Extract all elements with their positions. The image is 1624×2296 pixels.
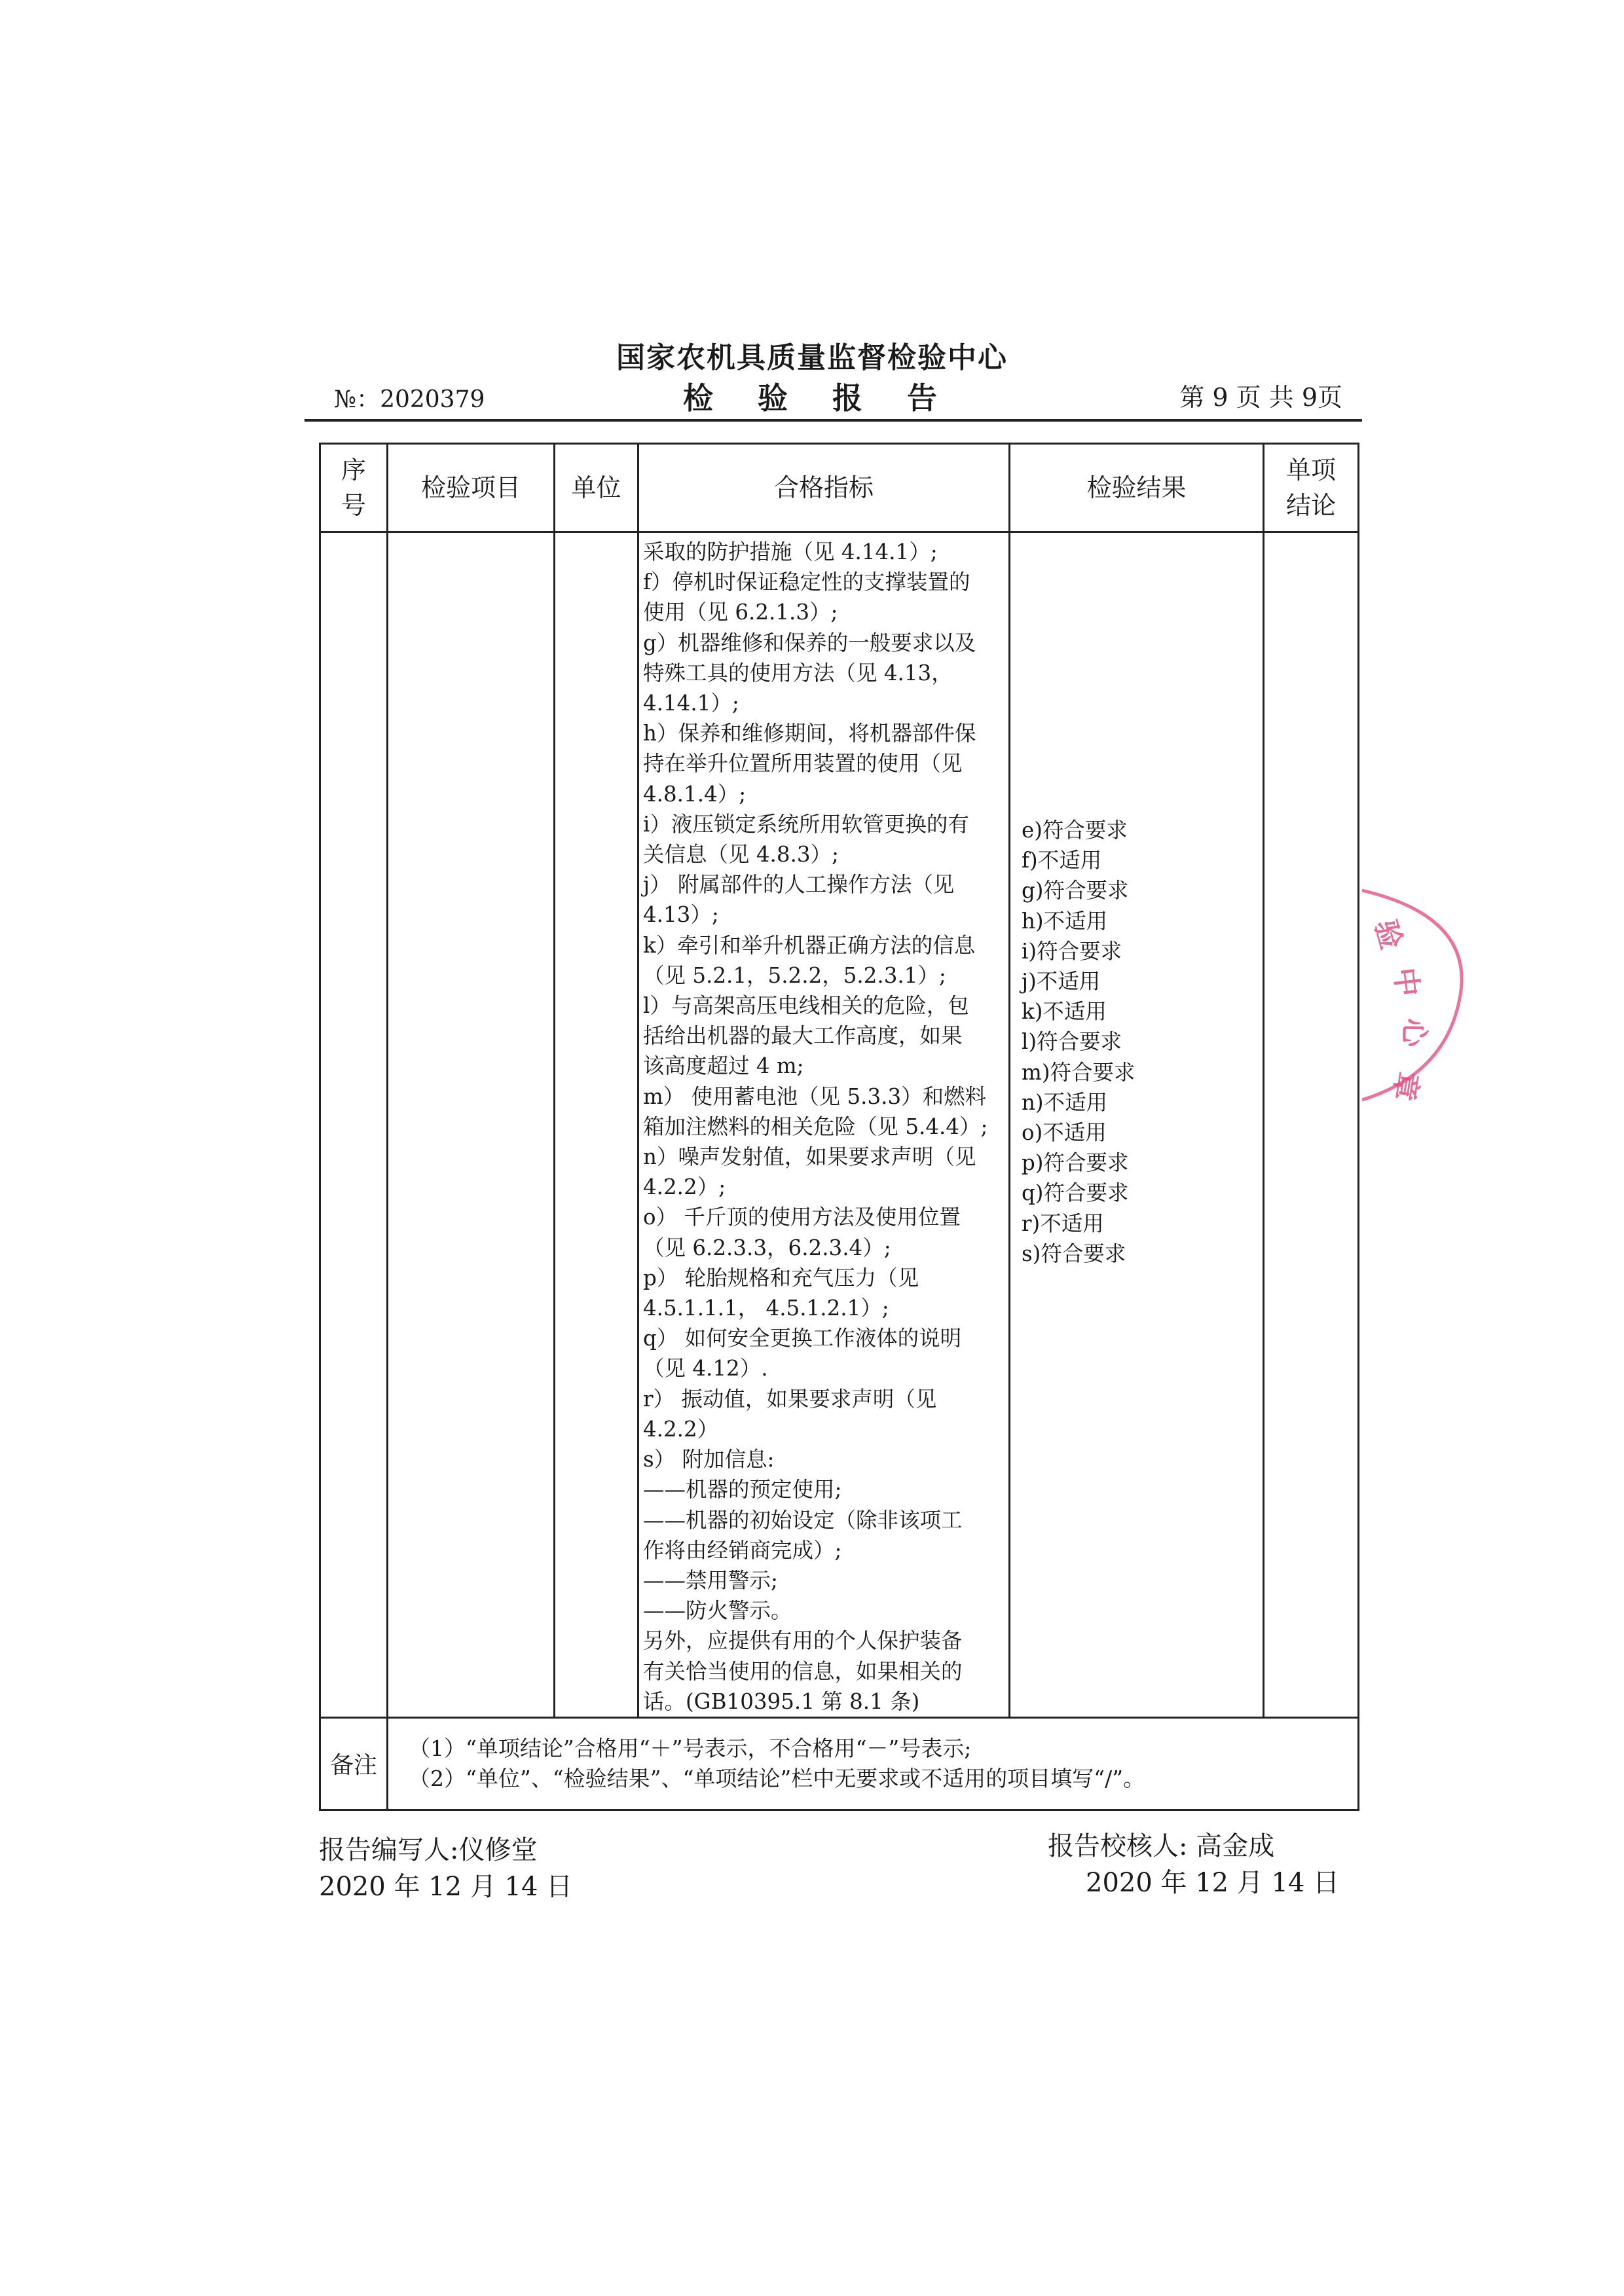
seal-glyph: 验	[1368, 916, 1409, 953]
header-rule	[304, 419, 1362, 422]
spec-line: 话。(GB10395.1 第 8.1 条)	[643, 1688, 920, 1714]
spec-line: ——机器的初始设定（除非该项工	[643, 1507, 963, 1533]
result-line: m)符合要求	[1022, 1059, 1135, 1085]
spec-line: g）机器维修和保养的一般要求以及	[643, 630, 976, 655]
spec-line: 4.14.1）;	[643, 691, 739, 716]
spec-line: （见 5.2.1，5.2.2，5.2.3.1）;	[643, 962, 946, 988]
spec-line: r） 振动值，如果要求声明（见	[643, 1386, 937, 1412]
writer-signature	[319, 1832, 572, 1905]
official-seal	[1349, 877, 1473, 1113]
result-line: g)符合要求	[1022, 878, 1129, 903]
checker-name: 报告校核人: 高金成	[1048, 1831, 1275, 1861]
spec-line: 括给出机器的最大工作高度，如果	[643, 1023, 963, 1049]
result-line: q)符合要求	[1022, 1180, 1129, 1206]
unit-cell	[555, 532, 638, 1718]
item-cell	[388, 532, 555, 1718]
result-line: s)符合要求	[1022, 1241, 1126, 1266]
spec-line: 作将由经销商完成）;	[643, 1537, 842, 1563]
note-line: （1）“单项结论”合格用“＋”号表示，不合格用“－”号表示;	[409, 1735, 972, 1761]
spec-line: q） 如何安全更换工作液体的说明	[643, 1326, 962, 1351]
table-header-row	[320, 444, 1359, 532]
spec-line: k）牵引和举升机器正确方法的信息	[643, 932, 976, 958]
seal-glyph: 章	[1386, 1069, 1424, 1103]
spec-line: （见 6.2.3.3，6.2.3.4）;	[643, 1235, 891, 1260]
result-line: i)符合要求	[1022, 938, 1122, 964]
spec-line: h）保养和维修期间，将机器部件保	[643, 721, 976, 746]
spec-line: 另外，应提供有用的个人保护装备	[643, 1628, 963, 1654]
result-list	[1011, 534, 1262, 1269]
spec-line: 该高度超过 4 m;	[643, 1053, 804, 1079]
page-info: 第 9 页 共 9页	[1179, 383, 1342, 412]
spec-line: 4.8.1.4）;	[643, 781, 747, 807]
result-line: h)不适用	[1022, 908, 1108, 934]
spec-line: 箱加注燃料的相关危险（见 5.4.4）;	[643, 1114, 988, 1139]
spec-line: 使用（见 6.2.1.3）;	[643, 600, 838, 625]
result-line: f)不适用	[1022, 848, 1102, 873]
spec-line: ——防火警示。	[643, 1598, 792, 1624]
spec-line: ——禁用警示;	[643, 1567, 778, 1593]
spec-line: n）噪声发射值，如果要求声明（见	[643, 1144, 976, 1170]
report-title: 检 验 报 告	[682, 380, 942, 416]
checker-date: 2020 年 12 月 14 日	[1086, 1868, 1340, 1898]
writer-name: 报告编写人:仪修堂	[319, 1835, 538, 1865]
header-spec: 合格指标	[638, 444, 1010, 532]
header-item: 检验项目	[388, 444, 555, 532]
org-title: 国家农机具质量监督检验中心	[616, 341, 1008, 374]
header-conclusion: 单项 结论	[1264, 444, 1359, 532]
result-line: k)不适用	[1022, 999, 1107, 1025]
spec-line: m） 使用蓄电池（见 5.3.3）和燃料	[643, 1084, 987, 1109]
result-line: n)不适用	[1022, 1089, 1108, 1115]
spec-line: 4.2.2）	[643, 1416, 719, 1442]
spec-line: f）停机时保证稳定性的支撑装置的	[643, 570, 970, 595]
result-line: e)符合要求	[1022, 818, 1128, 843]
conclusion-cell	[1264, 532, 1359, 1718]
spec-line: ——机器的预定使用;	[643, 1477, 842, 1503]
notes-label: 备注	[320, 1717, 388, 1810]
spec-line: p） 轮胎规格和充气压力（见	[643, 1265, 919, 1290]
checker-signature	[1048, 1828, 1339, 1901]
result-line: j)不适用	[1022, 969, 1101, 994]
spec-line: i）液压锁定系统所用软管更换的有	[643, 811, 969, 837]
spec-line: 特殊工具的使用方法（见 4.13，	[643, 660, 953, 685]
spec-line: 关信息（见 4.8.3）;	[643, 842, 839, 867]
result-line: l)符合要求	[1022, 1029, 1122, 1055]
spec-line: 持在举升位置所用装置的使用（见	[643, 751, 963, 776]
header-unit: 单位	[555, 444, 638, 532]
spec-line: 4.2.2）;	[643, 1175, 726, 1200]
spec-line: （见 4.12）.	[643, 1356, 768, 1381]
seal-glyph: 心	[1397, 1017, 1431, 1048]
seq-cell	[320, 532, 388, 1718]
spec-line: 4.5.1.1.1， 4.5.1.2.1）;	[643, 1296, 889, 1321]
spec-cell	[638, 532, 1010, 1718]
header-result: 检验结果	[1010, 444, 1264, 532]
notes-cell	[388, 1717, 1359, 1810]
seal-glyph: 中	[1388, 966, 1425, 999]
spec-line: l）与高架高压电线相关的危险，包	[643, 993, 969, 1019]
result-line: o)不适用	[1022, 1120, 1107, 1146]
spec-list	[643, 537, 1006, 1717]
inspection-table	[319, 443, 1359, 1811]
spec-line: 4.13）;	[643, 902, 719, 928]
report-number: №：2020379	[334, 386, 485, 413]
header-seq: 序 号	[320, 444, 388, 532]
table-row	[320, 532, 1359, 1718]
spec-line: s） 附加信息:	[643, 1447, 775, 1472]
result-line: p)符合要求	[1022, 1150, 1129, 1176]
note-line: （2）“单位”、“检验结果”、“单项结论”栏中无要求或不适用的项目填写“/”。	[409, 1765, 1145, 1791]
spec-line: 采取的防护措施（见 4.14.1）;	[643, 539, 938, 564]
spec-line: 有关恰当使用的信息，如果相关的	[643, 1658, 963, 1684]
result-line: r)不适用	[1022, 1211, 1104, 1236]
spec-line: j） 附属部件的人工操作方法（见	[643, 872, 955, 898]
writer-date: 2020 年 12 月 14 日	[319, 1872, 573, 1902]
result-cell	[1010, 532, 1264, 1718]
spec-line: o） 千斤顶的使用方法及使用位置	[643, 1205, 961, 1230]
notes-row	[320, 1717, 1359, 1810]
